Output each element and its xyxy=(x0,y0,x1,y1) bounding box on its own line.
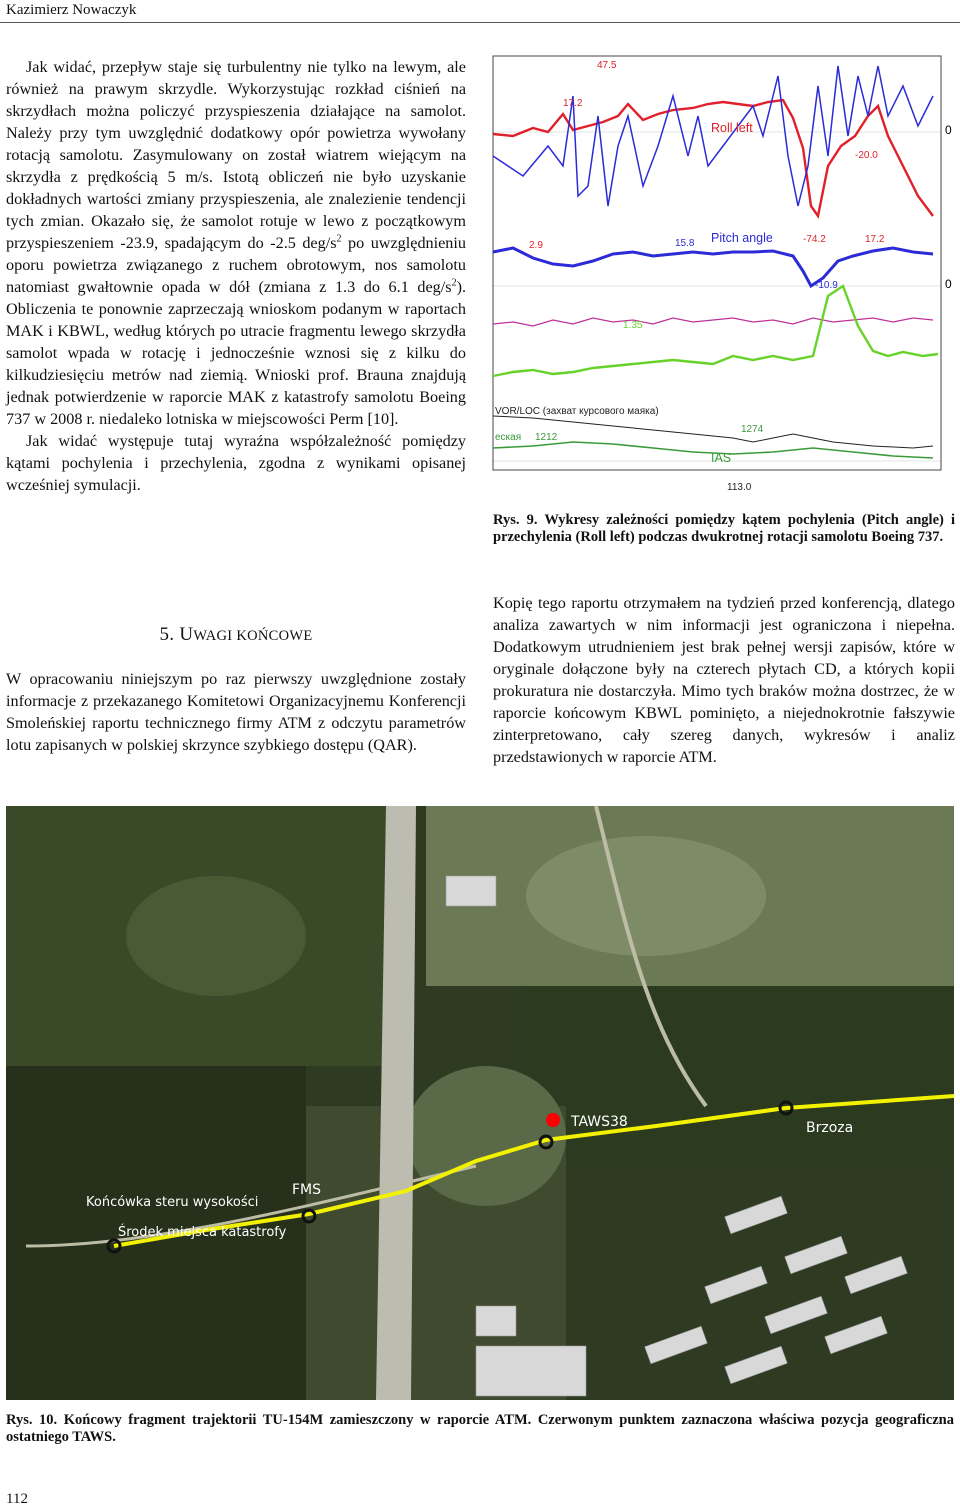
paragraph: Kopię tego raportu otrzymałem na tydzień przed konferencją, dlatego analiza zawartych w nim informacji jest ograniczona i niepełna. Dodatkowym utrudnieniem jest brak pełnej wersji zapisów, które w oryginale dołączone były na czterech płytach CD, a których kopii prokuratura nie dostarczyła. Mimo tych braków można dostrzec, że w raporcie końcowym KBWL pominięto, a niejednokrotnie fałszywie zinterpretowano, cały szereg danych, wykresów i analiz przedstawionych w raporcie ATM. xyxy=(493,594,955,766)
page-number: 112 xyxy=(6,1491,28,1507)
label: VOR/LOC (захват курсового маяка) xyxy=(495,406,659,417)
figure-9-flight-data-chart xyxy=(493,56,952,502)
axis-zero: 0 xyxy=(945,277,952,291)
label: 113.0 xyxy=(727,482,752,493)
left-column-text xyxy=(6,56,466,496)
label: Brzoza xyxy=(806,1120,854,1136)
superscript: 2 xyxy=(451,277,457,289)
right-column-text xyxy=(493,592,955,768)
label: 47.5 xyxy=(597,60,617,71)
label: еская xyxy=(495,432,522,443)
paragraph: Jak widać występuje tutaj wyraźna współzależność pomiędzy kątami pochylenia i przechylenia, zgodna z wynikami opisanej wcześniej symulacji. xyxy=(6,432,466,494)
figure-9-caption: Rys. 9. Wykresy zależności pomiędzy kątem pochylenia (Pitch angle) i przechylenia (Roll left) podczas dwukrotnej rotacji samolotu Boeing 737. xyxy=(493,512,955,545)
section-number: 5. U xyxy=(159,624,194,645)
label: Końcówka steru wysokości xyxy=(86,1195,259,1210)
label: FMS xyxy=(292,1182,322,1198)
axis-zero: 0 xyxy=(945,123,952,137)
label: 2.9 xyxy=(529,240,543,251)
taws38-red-marker xyxy=(546,1113,560,1127)
superscript: 2 xyxy=(336,233,342,245)
label: 17.2 xyxy=(865,234,885,245)
section-body xyxy=(6,668,466,756)
paragraph-text: Jak widać, przepływ staje się turbulentny nie tylko na lewym, ale również na prawym skrzydle. Wykorzystując rozkład ciśnień na skrzydłach można policzyć przyspieszenia działające na samolot. Należy przy tym uwzględnić dodatkowy opór powietrza wywołany rotacją samolotu. Zasymulowany on został wiatrem wiejącym na skrzydła z prędkością 5 m/s. Istotą obliczeń nie było uzyskanie dokładnych wartości zmiany przyspieszenia, ale znalezienie tendencji tych zmian. Okazało się, że samolot rotuje w lewo z początkowym przyspieszeniem -23.9, spadającym do -2.5 deg/s xyxy=(6,58,466,252)
label: 1274 xyxy=(741,424,764,435)
running-header xyxy=(0,0,960,23)
paragraph-text: po uwzględnieniu oporu powietrza związanego z ruchem obrotowym, nos samolotu natomiast gwałtownie opada w dół (zmiana z 1.3 do 6.1 deg/s xyxy=(6,234,466,296)
section-heading xyxy=(6,624,466,646)
header-author: Kazimierz Nowaczyk xyxy=(6,2,137,18)
label: -74.2 xyxy=(803,234,826,245)
label: -10.9 xyxy=(815,280,838,291)
roll-left-label: Roll left xyxy=(711,121,753,135)
label: TAWS38 xyxy=(571,1114,628,1130)
figure-10-trajectory-map xyxy=(6,806,954,1400)
label: 1.35 xyxy=(623,320,643,331)
ias-label: IAS xyxy=(711,451,732,465)
label: 17.2 xyxy=(563,98,583,109)
label: -20.0 xyxy=(855,150,878,161)
pitch-angle-label: Pitch angle xyxy=(711,231,773,245)
label: 15.8 xyxy=(675,238,695,249)
paragraph-text: ). Obliczenia te ponownie zaprzeczają wnioskom podanym w raportach MAK i KBWL, według których po utracie fragmentu lewego skrzydła samolot wpada w rotację i jednocześnie wznosi się z kilku do kilkudziesięciu metrów nad ziemią. Wnioski prof. Brauna znajdują jednak potwierdzenie w raporcie MAK z katastrofy samolotu Boeing 737 w 2008 r. niedaleko lotniska w miejscowości Perm [10]. xyxy=(6,278,466,428)
section-title: WAGI KOŃCOWE xyxy=(193,628,313,644)
label: Środek miejsca katastrofy xyxy=(118,1225,287,1240)
paragraph xyxy=(6,56,466,430)
figure-10-caption: Rys. 10. Końcowy fragment trajektorii TU-154M zamieszczony w raporcie ATM. Czerwonym punktem zaznaczona właściwa pozycja geograficzna ostatniego TAWS. xyxy=(6,1412,954,1445)
paragraph: W opracowaniu niniejszym po raz pierwszy uwzględnione zostały informacje z przekazanego Komitetowi Organizacyjnemu Konferencji Smoleńskiej raportu technicznego firmy ATM z odczytu parametrów lotu zapisanych w polskiej skrzynce szybkiego dostępu (QAR). xyxy=(6,670,466,754)
label: 1212 xyxy=(535,432,558,443)
